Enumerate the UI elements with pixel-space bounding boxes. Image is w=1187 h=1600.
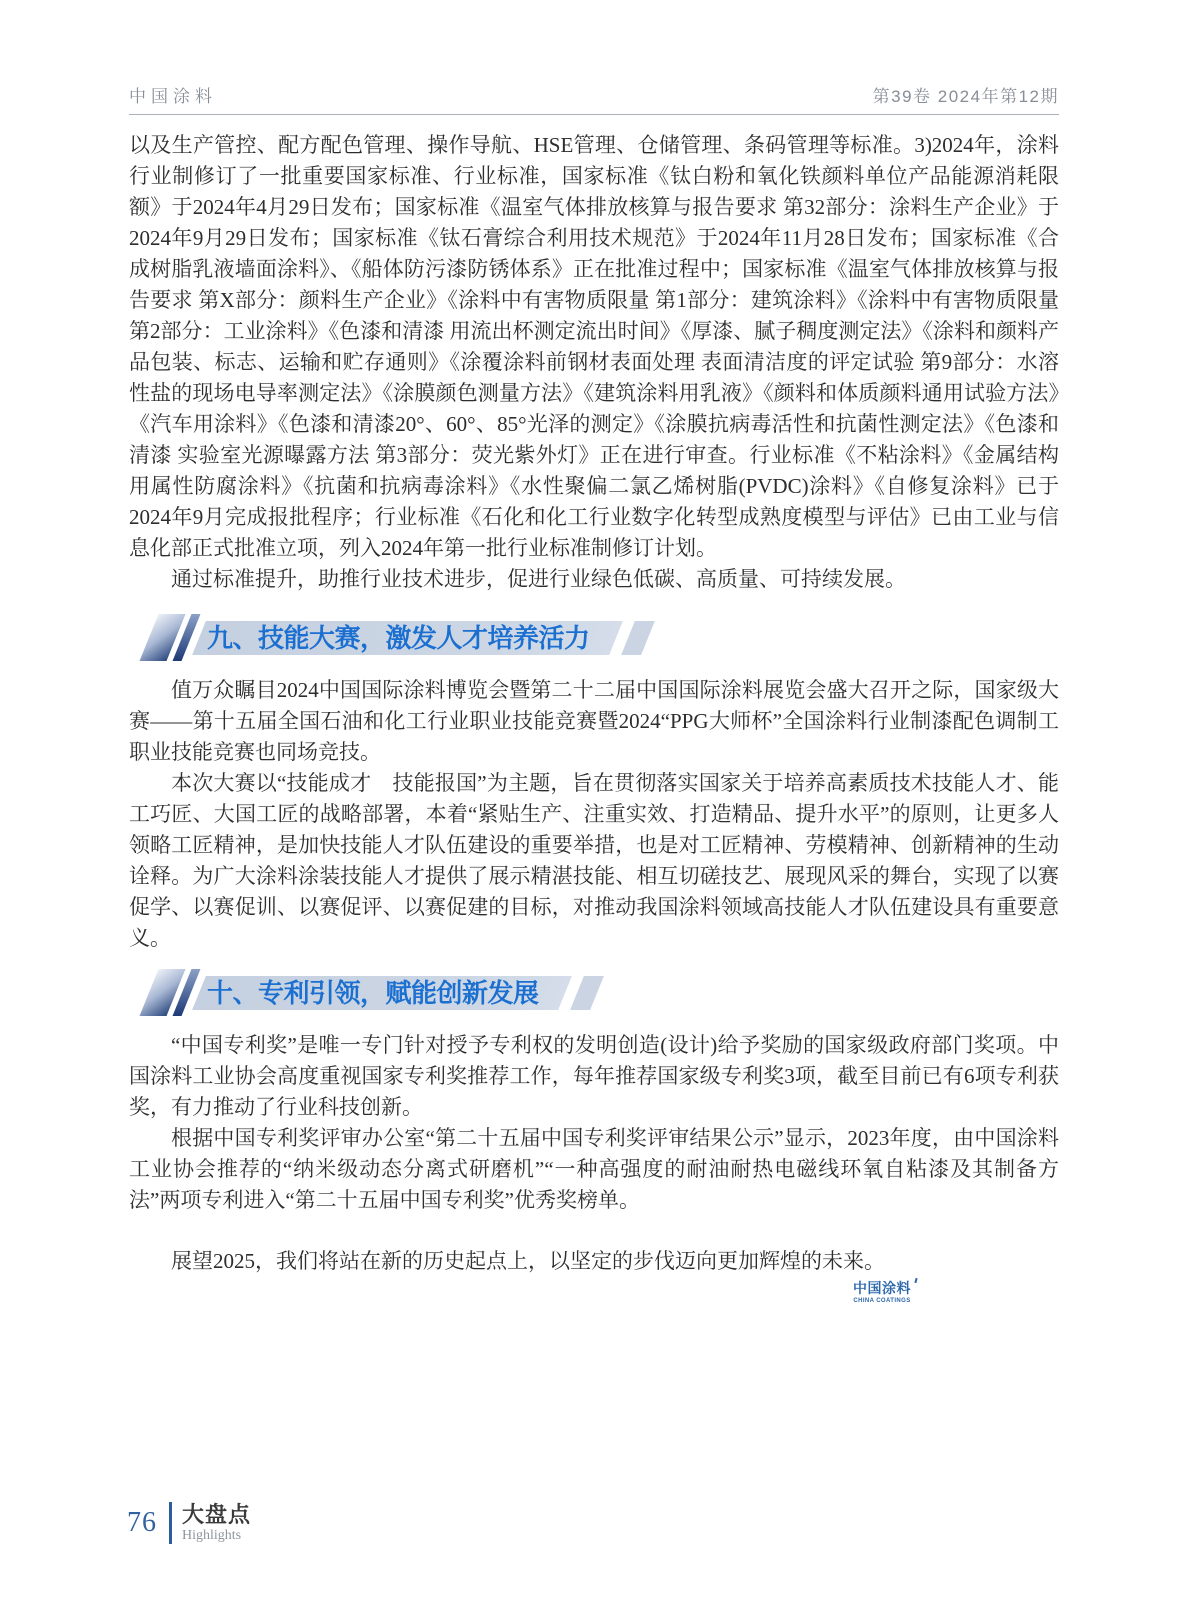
footer-section-en: Highlights <box>182 1528 242 1543</box>
footer-divider-bar <box>169 1502 172 1544</box>
page-footer <box>127 1502 251 1544</box>
china-coatings-logo <box>851 1281 913 1304</box>
paragraph-patent-award-intro: “中国专利奖”是唯一专门针对授予专利权的发明创造(设计)给予奖励的国家级政府部门奖项。中国涂料工业协会高度重视国家专利奖推荐工作，每年推荐国家级专利奖3项，截至目前已有6项专利获奖，有力推动了行业科技创新。 <box>129 1033 1059 1119</box>
footer-section-cn: 大盘点 <box>182 1502 252 1527</box>
heading-band <box>203 976 545 1010</box>
section-9-title: 九、技能大赛，激发人才培养活力 <box>207 623 590 653</box>
section-10-title: 十、专利引领，赋能创新发展 <box>207 978 539 1008</box>
logo-trademark-tick <box>914 1278 917 1283</box>
logo-cn-text: 中国涂料 <box>851 1281 913 1295</box>
paragraph-competition-intro: 值万众瞩目2024中国国际涂料博览会暨第二十二届中国国际涂料展览会盛大召开之际，国家级大赛——第十五届全国石油和化工行业职业技能竞赛暨2024“PPG大师杯”全国涂料行业制漆配色调制工职业技能竞赛也同场竞技。 <box>129 678 1059 764</box>
footer-section-block <box>182 1502 251 1544</box>
header-issue-info: 第39卷 2024年第12期 <box>872 87 1059 106</box>
logo-en-text: CHINA COATINGS <box>853 1298 911 1304</box>
paragraph-standards-continued: 以及生产管控、配方配色管理、操作导航、HSE管理、仓储管理、条码管理等标准。3)2024年，涂料行业制修订了一批重要国家标准、行业标准，国家标准《钛白粉和氧化铁颜料单位产品能源消耗限额》于2024年4月29日发布；国家标准《温室气体排放核算与报告要求 第32部分：涂料生产企业》于2024年9月29日发布；国家标准《钛石膏综合利用技术规范》于2024年11月28日发布；国家标准《合成树脂乳液墙面涂料》、《船体防污漆防锈体系》正在批准过程中；国家标准《温室气体排放核算与报告要求 第X部分：颜料生产企业》《涂料中有害物质限量 第1部分：建筑涂料》《涂料中有害物质限量 第2部分：工业涂料》《色漆和清漆 用流出杯测定流出时间》《厚漆、腻子稠度测定法》《涂料和颜料产品包装、标志、运输和贮存通则》《涂覆涂料前钢材表面处理 表面清洁度的评定试验 第9部分：水溶性盐的现场电导率测定法》《涂膜颜色测量方法》《建筑涂料用乳液》《颜料和体质颜料通用试验方法》《汽车用涂料》《色漆和清漆20°、60°、85°光泽的测定》《涂膜抗病毒活性和抗菌性测定法》《色漆和清漆 实验室光源曝露方法 第3部分：荧光紫外灯》正在进行审查。行业标准《不粘涂料》《金属结构用属性防腐涂料》《抗菌和抗病毒涂料》《水性聚偏二氯乙烯树脂(PVDC)涂料》《自修复涂料》已于2024年9月完成报批程序；行业标准《石化和化工行业数字化转型成熟度模型与评估》已由工业与信息化部正式批准立项，列入2024年第一批行业标准制修订计划。 <box>129 133 1059 560</box>
page-number: 76 <box>127 1507 157 1538</box>
paragraph-patent-award-results: 根据中国专利奖评审办公室“第二十五届中国专利奖评审结果公示”显示，2023年度，由中国涂料工业协会推荐的“纳米级动态分离式研磨机”“一种高强度的耐油耐热电磁线环氧自粘漆及其制备方法”两项专利进入“第二十五届中国专利奖”优秀奖榜单。 <box>129 1126 1059 1212</box>
article-body <box>129 130 1059 1277</box>
paragraph-closing: 展望2025，我们将站在新的历史起点上，以坚定的步伐迈向更加辉煌的未来。 <box>171 1249 885 1273</box>
heading-band-tail <box>570 976 604 1010</box>
heading-band <box>203 621 596 655</box>
section-heading-10 <box>149 976 1059 1010</box>
paragraph-standards-summary: 通过标准提升，助推行业技术进步，促进行业绿色低碳、高质量、可持续发展。 <box>171 567 906 591</box>
page-header <box>129 82 1059 115</box>
heading-band-tail <box>621 621 655 655</box>
paragraph-competition-theme: 本次大赛以“技能成才 技能报国”为主题，旨在贯彻落实国家关于培养高素质技术技能人才、能工巧匠、大国工匠的战略部署，本着“紧贴生产、注重实效、打造精品、提升水平”的原则，让更多人领略工匠精神，是加快技能人才队伍建设的重要举措，也是对工匠精神、劳模精神、创新精神的生动诠释。为广大涂料涂装技能人才提供了展示精湛技能、相互切磋技艺、展现风采的舞台，实现了以赛促学、以赛促训、以赛促评、以赛促建的目标，对推动我国涂料领域高技能人才队伍建设具有重要意义。 <box>129 771 1059 950</box>
section-heading-9 <box>149 621 1059 655</box>
header-journal-title: 中国涂料 <box>129 87 217 106</box>
